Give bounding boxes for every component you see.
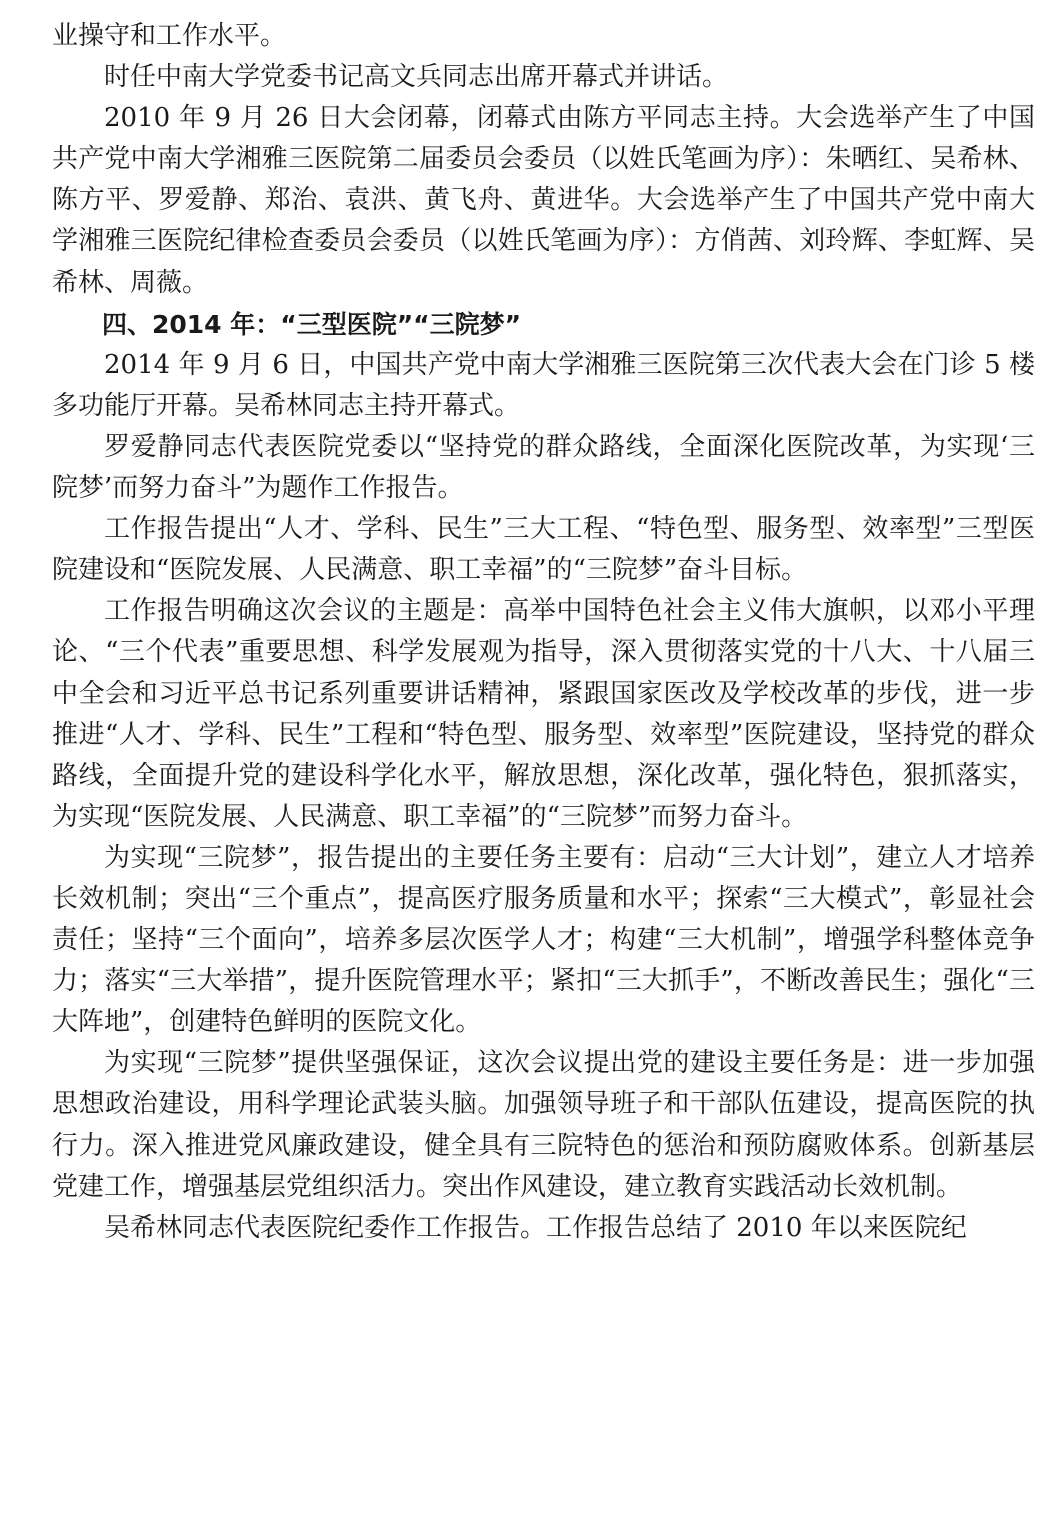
paragraph-closing-election: 2010 年 9 月 26 日大会闭幕，闭幕式由陈方平同志主持。大会选举产生了中国共产党中南大学湘雅三医院第二届委员会委员（以姓氏笔画为序）：朱晒红、吴希林、陈方平、罗爱静、郑治、袁洪、黄飞舟、黄进华。大会选举产生了中国共产党中南大学湘雅三医院纪律检查委员会委员（以姓氏笔画为序）：方俏茜、刘玲辉、李虹辉、吴希林、周薇。	[52, 103, 1035, 298]
paragraph-main-tasks: 为实现“三院梦”，报告提出的主要任务主要有：启动“三大计划”，建立人才培养长效机制；突出“三个重点”，提高医疗服务质量和水平；探索“三大模式”，彰显社会责任；坚持“三个面向”，培养多层次医学人才；构建“三大机制”，增强学科整体竞争力；落实“三大举措”，提升医院管理水平；紧扣“三大抓手”，不断改善民生；强化“三大阵地”，创建特色鲜明的医院文化。	[52, 842, 1035, 1038]
paragraph-meeting-theme: 工作报告明确这次会议的主题是：高举中国特色社会主义伟大旗帜，以邓小平理论、“三个代表”重要思想、科学发展观为指导，深入贯彻落实党的十八大、十八届三中全会和习近平总书记系列重要讲话精神，紧跟国家医改及学校改革的步伐，进一步推进“人才、学科、民生”工程和“特色型、服务型、效率型”医院建设，坚持党的群众路线，全面提升党的建设科学化水平，解放思想，深化改革，强化特色，狠抓落实，为实现“医院发展、人民满意、职工幸福”的“三院梦”而努力奋斗。	[52, 596, 1035, 832]
paragraph-third-congress: 2014 年 9 月 6 日，中国共产党中南大学湘雅三医院第三次代表大会在门诊 5 楼多功能厅开幕。吴希林同志主持开幕式。	[52, 349, 1035, 421]
document-page	[52, 0, 1035, 1249]
section-heading: 四、2014 年：“三型医院”“三院梦”	[102, 309, 522, 339]
paragraph-continuation: 业操守和工作水平。	[52, 21, 287, 51]
paragraph-party-building: 为实现“三院梦”提供坚强保证，这次会议提出党的建设主要任务是：进一步加强思想政治建设，用科学理论武装头脑。加强领导班子和干部队伍建设，提高医院的执行力。深入推进党风廉政建设，健全具有三院特色的惩治和预防腐败体系。创新基层党建工作，增强基层党组织活力。突出作风建设，建立教育实践活动长效机制。	[52, 1048, 1035, 1202]
paragraph-discipline-report: 吴希林同志代表医院纪委作工作报告。工作报告总结了 2010 年以来医院纪	[104, 1212, 967, 1243]
paragraph-report-goals: 工作报告提出“人才、学科、民生”三大工程、“特色型、服务型、效率型”三型医院建设和“医院发展、人民满意、职工幸福”的“三院梦”奋斗目标。	[52, 514, 1035, 586]
paragraph-speech: 时任中南大学党委书记高文兵同志出席开幕式并讲话。	[104, 62, 729, 93]
paragraph-party-report: 罗爱静同志代表医院党委以“坚持党的群众路线，全面深化医院改革，为实现‘三院梦’而努力奋斗”为题作工作报告。	[52, 431, 1035, 504]
